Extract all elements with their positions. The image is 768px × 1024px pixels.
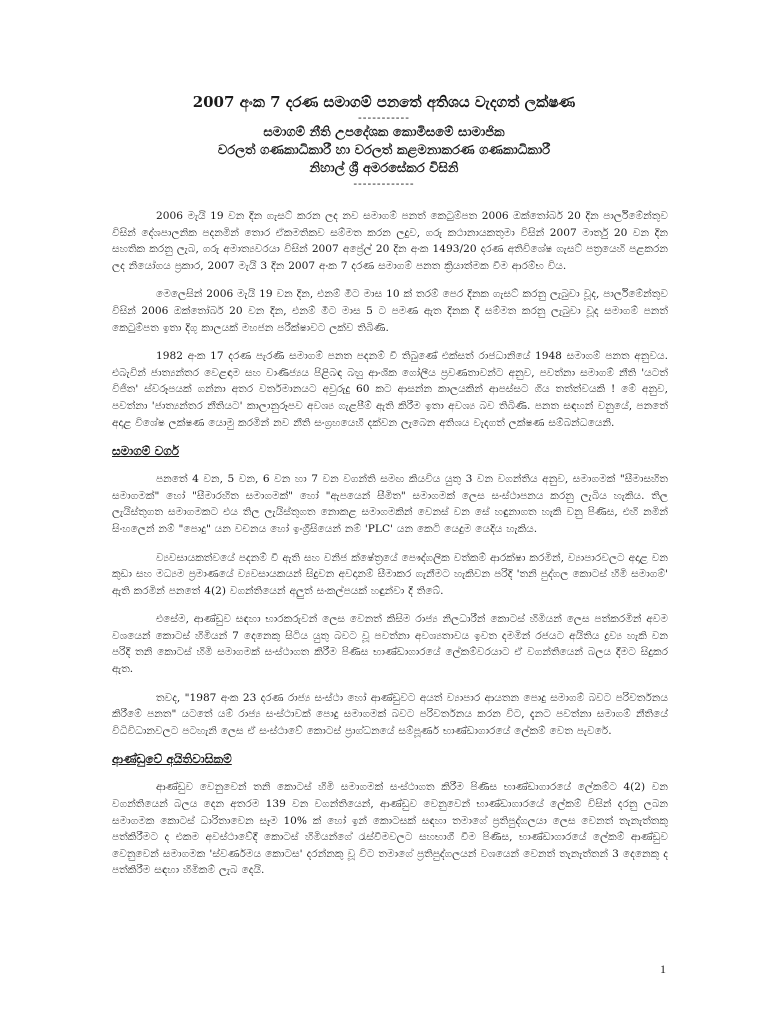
title-block: [90, 92, 678, 190]
intro-paragraph-3: 1982 අංක 17 දරණ පැරණි සමාගම් පනත පදනම් වී තිබුණේ එක්සත් රාජධානියේ 1948 සමාගම් පනත අනුවය. එබැවින් ජාත්‍යන්තර වෙළඳාම සහ වාණිජ්‍යය පිළිබඳ බහු ආංශික ගෝලීය ප්‍රවණතාවන්ට අනුව, පවත්නා සමාගම් නීති 'යටත් විජිත' ස්වරූපයක් ගන්නා අතර වර්තමානයට අවුරුදු 60 කට ආසන්න කාලයකින් ආපස්සට ගිය තත්ත්වයකි ! මේ අනුව, පවත්නා 'ජාත්‍යන්තර නීතියට' කාලානුරූපව අවශ්‍ය ගැළපීම් ඇති කිරීම ඉතා අවශ්‍ය බව තිබිණි. පනත සඳහන් වනුයේ, පනතේ අදාළ විශේෂ ලක්ෂණ යොමු කරමින් නව නීති සංග්‍රහයෙහි දක්වන ලැබෙන අතිශය වැදගත් ලක්ෂණ සම්බන්ධයෙනි.: [112, 350, 668, 429]
intro-paragraph-1: 2006 මැයි 19 වන දින ගැසට් කරන ලද නව සමාගම් පනත් කෙටුම්පත 2006 ඔක්තෝබර් 20 දින පාර්ලිමේන්තුව විසින් දේශපාලනික පදනමින් තොර ඒකමතිකව සම්මත කරන ලදුව, ගරු කථානායකතුමා විසින් 2007 මාර්තු 20 වන දින සහතික කරනු ලැබ, ගරු අමාත්‍යවරයා විසින් 2007 අප්‍රේල් 20 දින අංක 1493/20 දරණ අතිවිශේෂ ගැසට් පත්‍රයෙහි පළකරන ලද නියෝගය ප්‍රකාර, 2007 මැයි 3 දින 2007 අංක 7 දරණ සමාගම් පනත ක්‍රියාත්මක වීම ආරම්භ විය.: [112, 210, 668, 272]
author-name: නිහාල් ශ්‍රී අමරසේකර විසිනි: [309, 161, 459, 176]
document-body: [112, 208, 668, 891]
government-rights-paragraph-1: ආණ්ඩුව වෙනුවෙන් තනි කොටස් හිමි සමාගමක් සංස්ථාගත කිරීම පිණිස භාණ්ඩාගාරයේ ලේකම්ට 4(2) වන වගන්තියෙන් බලය දෙන අතරම 139 වන වගන්තියෙන්, ආණ්ඩුව වෙනුවෙන් භාණ්ඩාගාරයේ ලේකම් විසින් දරනු ලබන සමාගමක කොටස් ධාරිතාවෙන සෑම 10% ක් හෝ ඉන් කොටසක් සඳහා තමාගේ ප්‍රතිපුද්ගලයා ලෙස වෙනත් තැනැත්තකු පත්කිරීමට ද එකම අවස්ථාවේදී කොටස් හිමියන්ගේ රැස්වීමවලට සහභාගී වීම පිණිස, භාණ්ඩාගාරයේ ලේකම් ආණ්ඩුව වෙනුවෙන් සමාගමක 'ස්වර්ණමය කොටස' දරන්නකු වූ විට තමාගේ ප්‍රතිපුද්ගලයන් වශයෙන් වෙනත් තැනැත්තන් 3 දෙනෙකු ද පත්කිරීම සඳහා හිමිකම් ලැබ දෙයි.: [112, 781, 668, 877]
author-qualifications: වරලත් ගණකාධිකාරී හා වරලත් කළමනාකරණ ගණකාධිකාරී: [217, 143, 551, 158]
author-affiliation: සමාගම් නීති උපදේශක කොමිසමේ සාමාජික: [263, 125, 505, 140]
page-number: 1: [660, 962, 666, 976]
company-types-paragraph-2: ව්‍යවසායකත්වයේ පදනම් වී ඇති සහ වනිජ ක්ෂේත්‍රයේ පෞද්ගලික වත්කම් ආරක්ෂා කරමින්, ව්‍යාපාරවලට අදාළ වන කුඩා සහ මධ්‍යම ප්‍රමාණයේ ව්‍යවසායකයන් සිදුවන අවදානම් සීමාකර ගැනීමට හැකිවන පරිදි 'තනි පුද්ගල කොටස් හිමි සමාගම්' ඇති කරමින් පනතේ 4(2) වගන්තියෙන් අලුත් සංකල්පයක් හඳුන්වා දී තිබේ.: [112, 551, 668, 597]
company-types-paragraph-3: එසේම, ආණ්ඩුව සඳහා භාරකරුවන් ලෙස වෙනත් කිසිම රාජ්‍ය නිලධාරීන් කොටස් හිමියන් ලෙස පත්කරමින් අවම වශයෙන් කොටස් හිමියන් 7 දෙනෙකු සිටිය යුතු බවට වූ පවත්නා අවශ්‍යතාවය ඉවත දමමින් රජයට අයිතිය ද්‍රව්‍ය හැකි වන පරිදි තනි කොටස් හිමි සමාගමක් සංස්ථාගත කිරීම පිණිස භාණ්ඩාගාරයේ ලේකම්වරයාට ඒ වගන්තියෙන් බලය දීමට සිදුකර ඇත.: [112, 613, 668, 676]
title-divider: -----------: [358, 111, 410, 124]
section-heading-government-rights: ආණ්ඩුවේ අයිතිවාසිකම්: [112, 752, 232, 767]
company-types-paragraph-4: තවද, "1987 අංක 23 දරණ රාජ්‍ය සංස්ථා හෝ ආණ්ඩුවට අයත් ව්‍යාපාර ආයතන පොදු සමාගම් බවට පරිවර්තනය කිරීමේ පනත" යටතේ යම් රාජ්‍ය සංස්ථාවක් පොදු සමාගමක් බවට පරිවර්තනය කරන විට, දැනට පවත්නා සමාගම් නීතියේ විධිවිධානවලට පටහැනි ලෙස ඒ සංස්ථාවේ කොටස් ප්‍රාග්ධනයේ සම්පූර්ණ භාණ්ඩාගාරයේ ලේකම් වෙත පැවරේ.: [112, 691, 668, 737]
document-title: 2007 අංක 7 දරණ සමාගම් පනතේ අතිශය වැදගත් ලක්ෂණ: [192, 93, 576, 111]
company-types-paragraph-1: පනතේ 4 වන, 5 වන, 6 වන හා 7 වන වගන්ති සමඟ කියවිය යුතු 3 වන වගන්තිය අනුව, සමාගමක් "සීමාසහිත සමාගමක්" හෝ "සීමාරහිත සමාගමක්" හෝ "ඇපයෙන් සීමිත" සමාගමක් ලෙස සංස්ථාපනය කරනු ලැබිය හැකිය. තිල ලැයිස්තුගත සමාගමකට එය තිල ලැයිස්තුගත නොකළ සමාගමකින් වෙනස් වන සේ හඳුනාගත හැකි වනු පිණිස, එහි නමින් සිංහලෙන් නම් "පොදු" යන වචනය හෝ ඉංග්‍රීසියෙන් නම් 'PLC' යන කෙටි යෙදුම යෙදිය හැකිය.: [112, 473, 668, 535]
intro-paragraph-2: මෙලෙසින් 2006 මැයි 19 වන දින, එනම් මීට මාස 10 ක් තරම් පෙර දිනක ගැසට් කරනු ලැබුවා වූද, පාර්ලිමේන්තුව විසින් 2006 ඔක්තෝබර් 20 වන දින, එනම් මීට මාස 5 ට පමණ ඇත දිනක දී සම්මත කරනු ලැබුවා වූද සමාගම් පනත් කෙටුම්පත ඉතා දිගු කාලයක් මහජන පරීක්ෂාවට ලක්ව තිබිණි.: [112, 288, 668, 334]
section-heading-company-types: සමාගම් වර්ග: [112, 444, 180, 459]
author-divider: -------------: [353, 177, 415, 190]
